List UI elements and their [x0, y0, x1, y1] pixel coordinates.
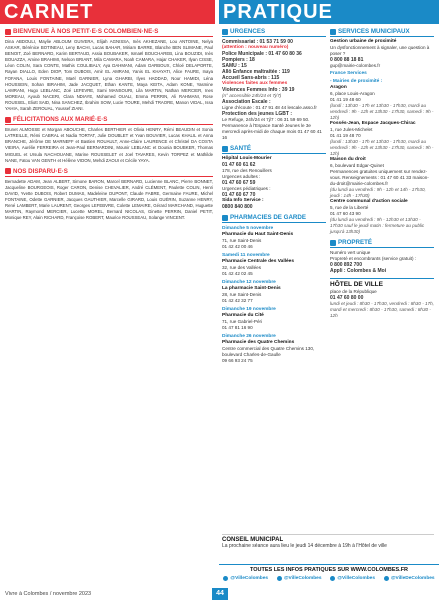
building-icon: [330, 29, 336, 35]
services-block: Gestion urbaine de proximité Un dysfonctionnement à signaler, une question à poser ? 0 800 88 18 81 gup@mairie-colombes.fr France Services - Mairies de proximité : Aragon 6, place Louis-Aragon 01 41 19 48 60 (lundi : 13h30 - 17h et 13h30 - 17h30, mardi au vendredi : 9h - 12h et 13h30 - 17h30, samedi : 9h - 12h) Fossés-Jean, Espace Jacques-Chirac 1, rue Jules-Michelet 01 41 19 48 70 (lundi : 13h30 - 17h et 13h30 - 17h30, mardi au vendredi : 9h - 12h et 13h30 - 17h30, samedi : 9h - 12h) Maison du droit 6, boulevard Edgar-Quinet Permanences gratuites uniquement sur rendez-vous. Renseignements : 01 47 60 41 33 maison-du-droit@mairie-colombes.fr (du lundi au vendredi : 9h - 12h et 14h - 17h30, jeudi : 14h - 17h30) Centre communal d'action sociale 5, rue de la Liberté 01 47 60 43 90 (du lundi au vendredi : 9h - 12h30 et 13h30 - 17h30 sauf le jeudi matin : fermeture au public jusqu'à 13h30): [330, 39, 434, 234]
social-links: [219, 576, 439, 581]
website-link[interactable]: TOUTES LES INFOS PRATIQUES SUR WWW.COLOMBES.FR: [249, 567, 409, 573]
felicitations-list: Brunet ALMOSSE et Morgan ABOUCHE, Charles BERTHIER et Olivia HENRY, Rémi BEAUDIN et Sonia LATREILLE, Rémi CABRAL et Nadia TORTAT, Julie DOUBLET et Yvan BOUVIER, Lucas KHALIL et Anna BRANCHE, Jérôme DE MARNEFF et Bastien ROUAULT, Anne-Claire LAURENCE et Christel DA COSTA VIEIRA, Aurélie FERREIRA et Jean-Paul BERNARDINI, Mounir LEBLANC et Dounia BOUBKER, Thomas MIGUEL et Ursula NACHOUANE, Marine ROUSSELET et Joel TAVARES, Kevin TORPEZ et Mathilde NANE, Fatou VAN GENTH et Hélène VIDON, Mehdi ZAOUI et Cécile YAYA.: [5, 127, 213, 163]
linkedin-icon: [384, 576, 389, 581]
twitter-link[interactable]: @VilleColombes: [277, 576, 322, 581]
heart-icon: [5, 117, 11, 123]
instagram-icon: [330, 576, 335, 581]
alert-icon: [222, 29, 228, 35]
urgences-heading: URGENCES: [222, 28, 326, 37]
hotel-block: HÔTEL DE VILLE place de la République 01 47 60 80 00 lundi et jeudi : 8h30 - 17h30, vendredi : 8h30 - 17h, mardi et mercredi : 8h30 - 17h30, samedi : 8h30 - 12h: [330, 278, 434, 319]
pharmacy-entry: Dimanche 19 novembre Pharmacie du Cité 71, rue Gabriel-Péri 01 47 81 16 90: [222, 307, 276, 330]
pharmacies-block: [222, 226, 326, 364]
services-heading: SERVICES MUNICIPAUX: [330, 28, 434, 37]
bienvenue-heading: BIENVENUE À NOS PETIT·E·S COLOMBIEN·NE·S: [5, 28, 213, 37]
broom-icon: [330, 240, 336, 246]
carnet-column: [5, 28, 213, 225]
conseil-municipal: CONSEIL MUNICIPAL La prochaine séance aura lieu le jeudi 14 décembre à 19h à l'Hôtel de ville: [222, 534, 434, 549]
heart-icon: [5, 29, 11, 35]
pharmacy-entry: Dimanche 12 novembre La pharmacie Saint-Denis 28, rue Saint-Denis 01 42 42 32 77: [222, 280, 281, 303]
facebook-icon: [223, 576, 228, 581]
twitter-icon: [277, 576, 282, 581]
pratique-banner: PRATIQUE: [219, 0, 439, 24]
urgences-block: Commissariat : 01 53 71 59 00 (attention : nouveau numéro) Police Municipale : 01 47 60 80 36 Pompiers : 18 SAMU : 15 Allô Enfance maltraitée : 119 Accueil Sans-abris : 115 Violences faites aux femmes Violences Femmes Info : 39 19 (n° accessible 24h/24 et 7j/7) Association Escale : Ligne d'écoute : 01 47 91 48 44 lescale.asso.fr Protection des jeunes LGBT : Le Refuge, 24h/24 et 7j/7 : 06 31 59 69 50. Permanence à l'Espace Santé Jeunes le 3e mercredi après-midi de chaque mois 01 47 60 41 16: [222, 39, 322, 140]
pharmacy-icon: [222, 215, 228, 221]
bienvenue-list: Dina ABDOULI, Maylie ABLOUM GUIVERA, Elijah AGNISSA, Inès AKHEZANE, Lou ANTOINE, Nelya ASKAR, Bérénice BOTINEAU, Leny BACHI, Lucas BAHAR, Miriam BARRE, Blanche BEN SLIMANE, Paul BENOIT, Zoé BERNARD, Karim BERTAUD, Assia BOUBAKER, Ismaël BOUCHAREB, Lina BOUZIDI, Inès BOUAZZA, Amine BRAHIMI, Nelson BRIANT, Mila CAMARA, Noah CAMARA, Hajar CHAKER, Ilyan CISSE, Léon COLIN, Sara CONTE, Mathis COULIBALY, Aya DAHMANI, Adam DARBOUX, Chloé DELAPORTE, Rayan DIALLO, Eden DIOP, Tom DUBOIS, Amir EL AMRANI, Yanis EL KHAYATI, Alice FAURE, Inaya FOFANA, Louis FONTAINE, Maël GARNIER, Lyna GHARBI, Ilyes HADDAD, Nour HAMIDI, Léna HOUSSEIN, Sohan IBRAHIM, Jade JACQUET, Ethan KANTE, Maya KEITA, Adam KONE, Yasmine LAMRANI, Hugo LEBLANC, Zoé LEFEVRE, Sami MANSOURI, Lila MARTIN, Nathan MERCIER, Ines MOREAU, Ayoub NACERI, Clara NDIAYE, Mohamed OUALI, Emma PERRIN, Ali RAHMANI, Rose ROUSSEL, Eliott SAID, Nina SANCHEZ, Ibrahim SOW, Lucie TOURE, Mehdi TRAORE, Manon VIDAL, Issa YAHIA, Sarah ZEROUAL, Youssef ZIANI.: [5, 39, 213, 112]
heart-icon: [5, 168, 11, 174]
pharmacy-entry: Dimanche 5 novembre Pharmacie du Haut Saint-Denis 71, rue Saint-Denis 01 42 42 00 46: [222, 226, 294, 249]
disparus-heading: NOS DISPARU·E·S: [5, 168, 213, 177]
sante-heading: SANTÉ: [222, 145, 326, 154]
info-bar: [219, 564, 439, 586]
instagram-link[interactable]: @VilleColombes: [330, 576, 375, 581]
page-number: 44: [212, 588, 228, 600]
pharmacy-entry: Samedi 11 novembre Pharmacie Centrale des Vallées 32, rue des Vallées 01 42 42 02 45: [222, 253, 294, 276]
pratique-column-1: [222, 28, 326, 368]
pratique-column-2: [330, 28, 434, 323]
linkedin-link[interactable]: @VilleDeColombes: [384, 576, 435, 581]
facebook-link[interactable]: @VilleColombes: [223, 576, 268, 581]
pharmacy-entry: Dimanche 26 novembre Pharmacie des Quatre Chemins Centre commercial des Quatre Chemins 130, boulevard Charles-de-Gaulle 09 66 93 24 75: [222, 334, 315, 363]
pharmacies-heading: PHARMACIES DE GARDE: [222, 214, 326, 223]
proprete-block: Numéro vert unique Propreté et encombrants (service gratuit) : 0 800 892 700 Appli : Colombes & Moi: [330, 250, 417, 274]
footer-label: Vivre à Colombes / novembre 2023: [5, 591, 92, 597]
sante-block: Hôpital Louis-Mourier 01 47 60 61 62 178, rue des Renouillers Urgences adultes : 01 47 60 67 59 Urgences pédiatriques : 01 47 60 67 70 Sida Info Service : 0800 840 800: [222, 156, 272, 210]
proprete-heading: PROPRETÉ: [330, 239, 434, 248]
page-footer: [0, 588, 439, 600]
carnet-banner: CARNET: [0, 0, 215, 24]
cross-icon: [222, 146, 228, 152]
felicitations-heading: FÉLICITATIONS AUX MARIÉ·E·S: [5, 116, 213, 125]
disparus-list: Bernadette ADAM, Jean ALBERT, Simone BARON, Marcel BERNARD, Lucienne BLANC, Pierre BONNET, Jacqueline BOURGEOIS, Roger CARON, Denise CHEVALIER, André CLÉMENT, Paulette COLIN, Henri DAVID, Yvette DUBOIS, Robert DUMAS, Madeleine DUPONT, Claude FABRE, Germaine FAURE, Michel FONTAINE, Odette GARNIER, Jacques GAUTHIER, Marcelle GIRARD, Louis GUÉRIN, Suzanne HENRY, René LAMBERT, Marie LAURENT, Georges LEFEBVRE, Colette LEMAIRE, Gérard MARCHAND, Huguette MARTIN, Raymond MERCIER, Lucette MOREL, Bernard NICOLAS, Ginette PERRIN, Daniel PETIT, Monique REY, Alain RICHARD, Françoise ROBERT, Maurice ROUSSEAU, Solange VINCENT.: [5, 178, 213, 221]
